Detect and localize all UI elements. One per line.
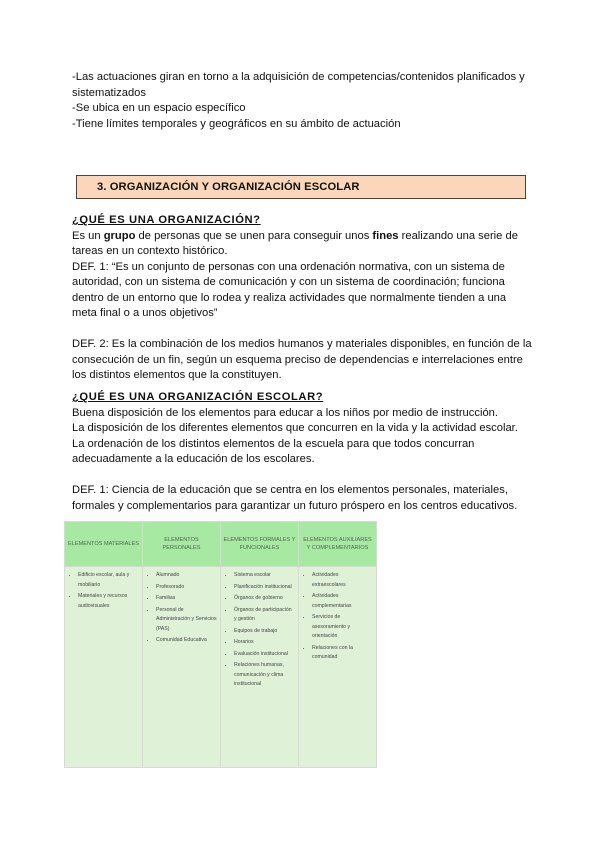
keyword-grupo: grupo xyxy=(103,229,136,242)
organization-heading: ¿QUÉ ES UNA ORGANIZACIÓN? xyxy=(72,214,261,226)
table-header-row xyxy=(65,522,377,567)
list-item: • Materiales y recursos audiovisuales xyxy=(78,592,139,611)
school-organization-p1: Buena disposición de los elementos para educar a los niños por medio de instrucción. xyxy=(72,406,498,419)
list-item: • Sistema escolar xyxy=(234,571,295,581)
table-row xyxy=(65,567,377,768)
intro-text: Es un xyxy=(72,229,104,242)
section-title: 3. ORGANIZACIÓN Y ORGANIZACIÓN ESCOLAR xyxy=(97,181,360,193)
section-heading-box xyxy=(76,175,526,199)
column-materiales xyxy=(65,567,143,768)
list-item: • Órganos de participación y gestión xyxy=(234,606,295,625)
header-auxiliares: ELEMENTOS AUXILIARES Y COMPLEMENTARIOS xyxy=(299,522,377,567)
intro-list xyxy=(72,70,542,132)
list-item: • Actividades extraescolares xyxy=(312,571,373,590)
list-item: • Evaluación institucional xyxy=(234,650,295,660)
list-item: • Personal de Administración y Servicios (PAS) xyxy=(156,606,217,635)
school-organization-p2: La disposición de los diferentes elementos que concurren en la vida y la actividad escolar. xyxy=(72,422,518,434)
intro-line: -Tiene límites temporales y geográficos en su ámbito de actuación xyxy=(72,117,401,130)
column-personales xyxy=(143,567,221,768)
list-item: • Familias xyxy=(156,594,217,604)
list-item: • Actividades complementarias xyxy=(312,592,373,611)
list-item: • Alumnado xyxy=(156,571,217,581)
header-materiales: ELEMENTOS MATERIALES xyxy=(65,522,143,567)
school-organization-section xyxy=(72,390,532,514)
list-item: • Relaciones humanas, comunicación y clima institucional xyxy=(234,661,295,690)
intro-text: realizando una serie de tareas en un contexto histórico. xyxy=(72,229,518,257)
column-auxiliares xyxy=(299,567,377,768)
organization-intro xyxy=(72,229,532,260)
list-item: • Planificación institucional xyxy=(234,583,295,593)
intro-line: -Las actuaciones giran en torno a la adquisición de competencias/contenidos planificados y sistematizados xyxy=(72,71,525,99)
organization-def2: DEF. 2: Es la combinación de los medios humanos y materiales disponibles, en función de la consecución de un fin, según un esquema preciso de dependencias e interrelaciones entre los distintos elementos que la constituyen. xyxy=(72,338,532,381)
organization-section xyxy=(72,213,532,384)
intro-line: -Se ubica en un espacio específico xyxy=(72,102,246,114)
school-organization-def1: DEF. 1: Ciencia de la educación que se centra en los elementos personales, materiales, formales y complementarios para garantizar un futuro próspero en los centros educativos. xyxy=(72,484,518,512)
header-personales: ELEMENTOS PERSONALES xyxy=(143,522,221,567)
list-item: • Edificio escolar, aula y mobiliario xyxy=(78,571,139,590)
keyword-fines: fines xyxy=(372,229,399,242)
list-item: • Comunidad Educativa xyxy=(156,636,217,646)
list-item: • Órganos de gobierno xyxy=(234,594,295,604)
column-formales xyxy=(221,567,299,768)
list-item: • Relaciones con la comunidad xyxy=(312,644,373,663)
intro-text: de personas que se unen para conseguir unos xyxy=(135,229,373,242)
organization-def1: DEF. 1: “Es un conjunto de personas con una ordenación normativa, con un sistema de autoridad, con un sistema de comunicación y con un sistema de coordinación; funciona dentro de un entorno que lo rodea y realiza actividades que normalmente tienden a una meta final o a unos objetivos” xyxy=(72,260,507,319)
school-organization-heading: ¿QUÉ ES UNA ORGANIZACIÓN ESCOLAR? xyxy=(72,391,324,403)
list-item: • Servicios de asesoramiento y orientación xyxy=(312,613,373,642)
list-item: • Equipos de trabajo xyxy=(234,627,295,637)
list-item: • Horarios xyxy=(234,638,295,648)
school-organization-p3: La ordenación de los distintos elementos de la escuela para que todos concurran adecuadamente a la educación de los escolares. xyxy=(72,437,475,465)
header-formales: ELEMENTOS FORMALES Y FUNCIONALES xyxy=(221,522,299,567)
list-item: • Profesorado xyxy=(156,583,217,593)
elements-table xyxy=(64,521,377,768)
